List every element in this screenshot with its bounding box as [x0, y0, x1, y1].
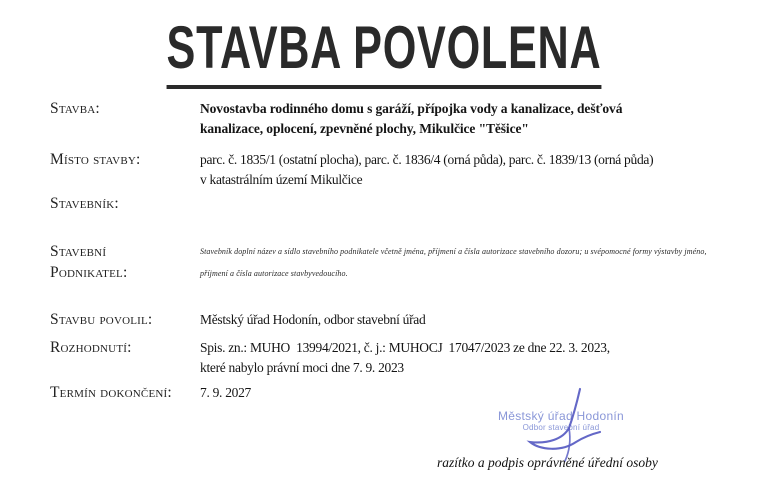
stamp-department-name: Odbor stavební úřad [522, 423, 600, 432]
stavebni-podnikatel-label-line2: Podnikatel: [50, 264, 128, 281]
rozhodnuti-value-line1: Spis. zn.: MUHO 13994/2021, č. j.: MUHOCJ 17047/2023 ze dne 22. 3. 2023, [200, 340, 610, 355]
stavba-value [200, 99, 622, 139]
misto-stavby-label: Místo stavby: [50, 151, 141, 168]
termin-dokonceni-value: 7. 9. 2027 [200, 385, 252, 400]
stavebni-podnikatel-label [50, 241, 200, 285]
stavba-label: Stavba: [50, 100, 100, 117]
field-row-stavebni-podnikatel [50, 241, 707, 285]
document-header [0, 14, 768, 89]
permit-title: STAVBA POVOLENA [167, 18, 602, 89]
stavebni-podnikatel-note [200, 241, 707, 285]
misto-stavby-value-line1: parc. č. 1835/1 (ostatní plocha), parc. č. 1836/4 (orná půda), parc. č. 1839/13 (orná půda) [200, 152, 654, 167]
misto-stavby-value-line2: v katastrálním území Mikulčice [200, 172, 363, 187]
rozhodnuti-value [200, 338, 610, 378]
stavbu-povolil-value: Městský úřad Hodonín, odbor stavební úřad [200, 312, 426, 327]
stamp-authority-name: Městský úřad Hodonín [497, 409, 625, 423]
stavebnik-label: Stavebník: [50, 195, 119, 212]
field-row-rozhodnuti [50, 338, 610, 378]
field-row-termin-dokonceni [50, 383, 251, 403]
field-row-stavba [50, 99, 622, 139]
stavba-value-line1: Novostavba rodinného domu s garáží, přípojka vody a kanalizace, dešťová [200, 101, 623, 116]
misto-stavby-value [200, 150, 653, 190]
rozhodnuti-value-line2: které nabylo právní moci dne 7. 9. 2023 [200, 360, 404, 375]
stavebni-podnikatel-note-line2: příjmení a čísla autorizace stavbyvedoucího. [200, 269, 348, 278]
field-row-stavbu-povolil [50, 310, 425, 330]
stavebni-podnikatel-note-line1: Stavebník doplní název a sídlo stavebního podnikatele včetně jména, příjmení a čísla autorizace stavebního dozoru; u svépomocné formy výstavby jméno, [200, 247, 707, 256]
stavbu-povolil-label: Stavbu povolil: [50, 311, 153, 328]
field-row-misto-stavby [50, 150, 653, 190]
termin-dokonceni-label: Termín dokončení: [50, 384, 172, 401]
field-row-stavebnik [50, 194, 200, 214]
stavba-value-line2: kanalizace, oplocení, zpevněné plochy, Mikulčice "Těšice" [200, 121, 529, 136]
stamp-caption: razítko a podpis oprávněné úřední osoby [437, 455, 658, 470]
official-stamp [486, 410, 636, 433]
rozhodnuti-label: Rozhodnutí: [50, 339, 132, 356]
stavebni-podnikatel-label-line1: Stavební [50, 243, 107, 260]
